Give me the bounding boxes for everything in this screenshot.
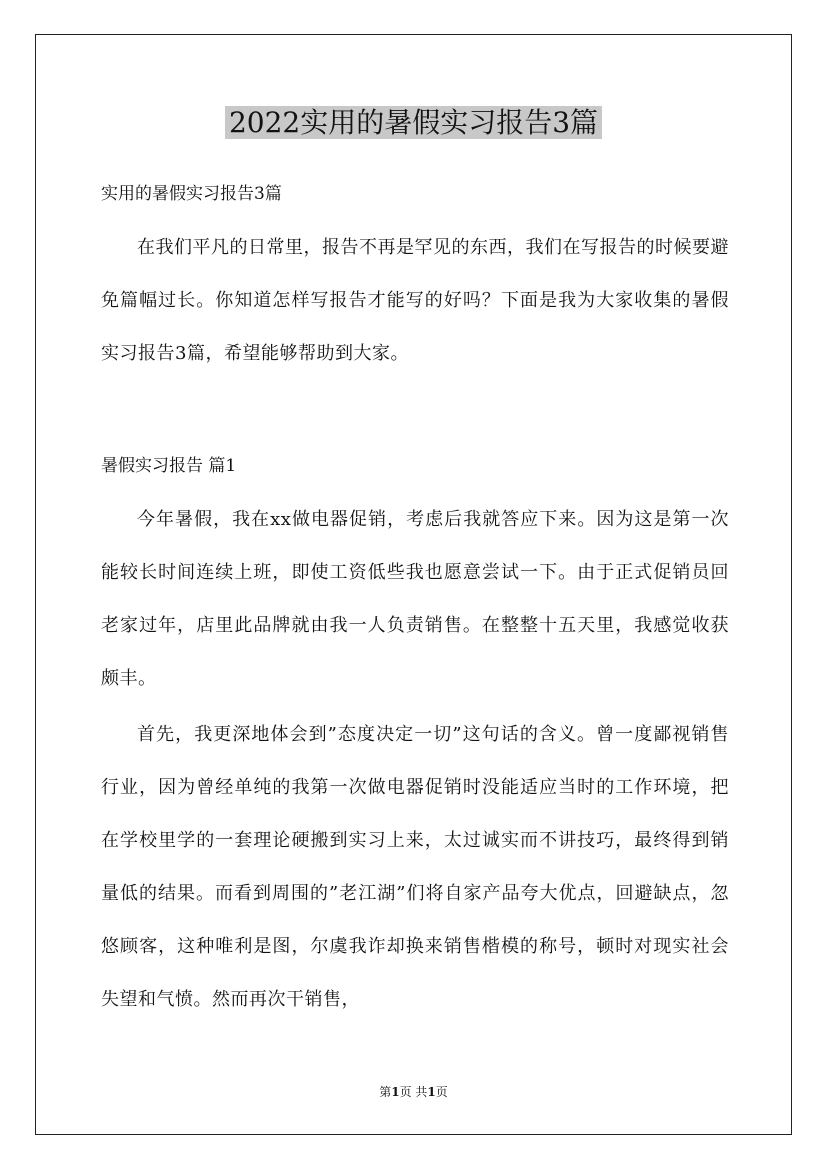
footer-suffix: 页 <box>435 1085 448 1099</box>
footer-mid: 页 共 <box>399 1085 428 1099</box>
document-title <box>0 104 827 142</box>
body-paragraph: 首先，我更深地体会到”态度决定一切”这句话的含义。曾一度鄙视销售行业，因为曾经单纯的我第一次做电器促销时没能适应当时的工作环境，把在学校里学的一套理论硬搬到实习上来，太过诚实而不讲技巧，最终得到销量低的结果。而看到周围的”老江湖”们将自家产品夸大优点，回避缺点，忽悠顾客，这种唯利是图，尔虞我诈却换来销售楷模的称号，顿时对现实社会失望和气愤。然而再次干销售， <box>101 724 729 1010</box>
page-footer <box>0 1084 827 1100</box>
footer-page-number: 1 <box>391 1085 400 1099</box>
section-heading: 暑假实习报告 篇1 <box>101 456 237 476</box>
footer-total-pages: 1 <box>427 1085 436 1099</box>
document-title-text: 2022实用的暑假实习报告3篇 <box>225 106 602 139</box>
document-subtitle: 实用的暑假实习报告3篇 <box>101 184 282 204</box>
footer-prefix: 第 <box>379 1085 392 1099</box>
intro-paragraph: 在我们平凡的日常里，报告不再是罕见的东西，我们在写报告的时候要避免篇幅过长。你知道怎样写报告才能写的好吗？下面是我为大家收集的暑假实习报告3篇，希望能够帮助到大家。 <box>101 237 729 364</box>
body-paragraph: 今年暑假，我在xx做电器促销，考虑后我就答应下来。因为这是第一次能较长时间连续上班，即使工资低些我也愿意尝试一下。由于正式促销员回老家过年，店里此品牌就由我一人负责销售。在整整十五天里，我感觉收获颇丰。 <box>101 509 729 689</box>
